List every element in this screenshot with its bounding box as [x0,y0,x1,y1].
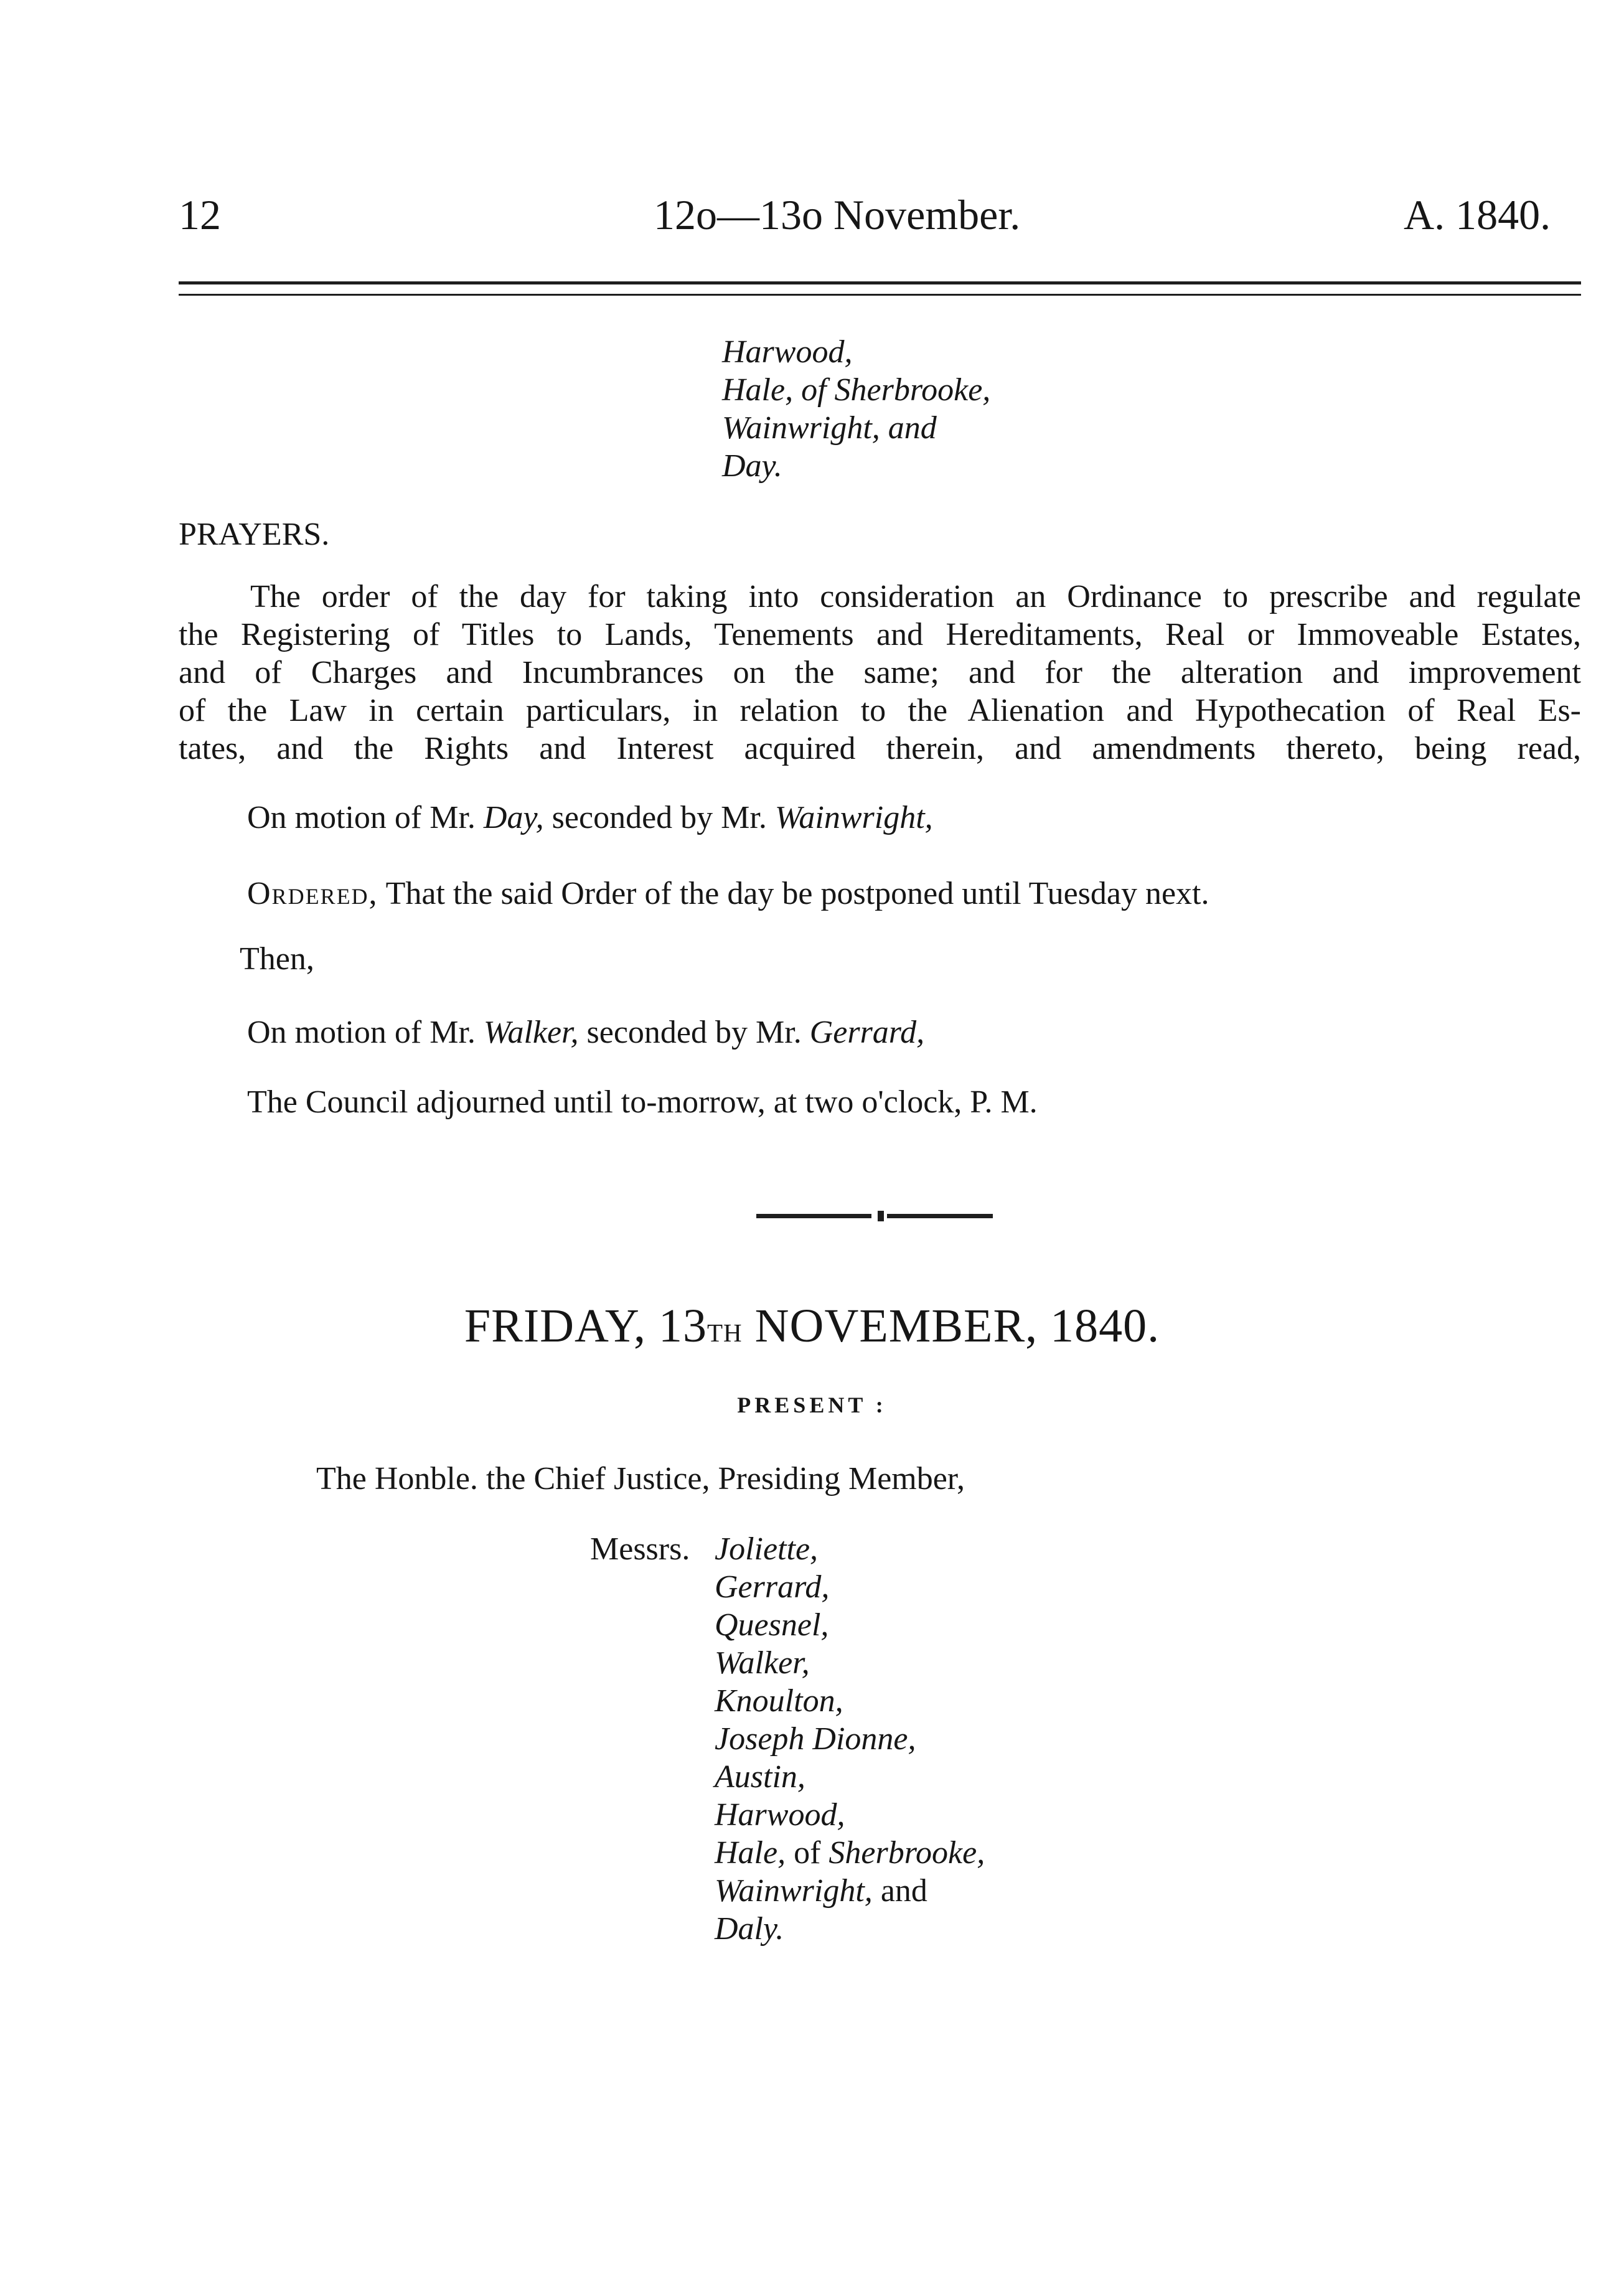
paragraph-line: The order of the day for taking into consideration an Ordinance to prescribe and regulate [250,579,1581,614]
mover-name: Walker, [483,1015,579,1050]
day-number-digits: 13 [659,1300,708,1352]
ordered-resolution [247,875,1209,913]
messrs-label: Messrs. [590,1531,690,1567]
motion-seconded: seconded by Mr. [586,1015,802,1050]
member-name: Joseph Dionne, [715,1721,916,1757]
day-number-suffix: th [707,1309,743,1350]
member-name: Wainwright, and [722,410,937,446]
month-name: NOVEMBER, [754,1300,1038,1352]
mover-name: Day, [483,800,544,835]
member-name: Daly. [715,1911,784,1947]
then-line: Then, [240,941,314,977]
member-name: Day. [722,448,782,484]
year: 1840. [1050,1300,1160,1352]
seconder-name: Gerrard, [809,1015,925,1050]
section-separator-left [756,1214,871,1218]
header-rule-thin [179,294,1581,296]
day-number [659,1300,743,1352]
motion-prefix: On motion of Mr. [247,800,476,835]
page-number: 12 [179,191,221,238]
motion-walker-gerrard [247,1013,924,1051]
member-of: of [794,1835,821,1871]
members-present-list [715,1530,985,1948]
member-name: Harwood, [715,1797,845,1833]
order-of-day-paragraph [179,578,1581,768]
paragraph-line: of the Law in certain particulars, in relation to the Alienation and Hypothecation of Real Es- [179,693,1581,728]
paragraph-line: the Registering of Titles to Lands, Tenements and Hereditaments, Real or Immoveable Estates, [179,617,1581,652]
section-separator-mark [878,1211,884,1221]
header-rule-thick [179,281,1581,284]
header-year: A. 1840. [1404,191,1551,238]
member-and: and [880,1873,927,1909]
header-dates: 12o—13o November. [654,191,1021,238]
member-surname: Wainwright, [715,1873,873,1909]
paragraph-line: tates, and the Rights and Interest acquired therein, and amendments thereto, being read, [179,731,1581,766]
present-label: PRESENT : [737,1393,887,1417]
presiding-member-line: The Honble. the Chief Justice, Presiding Member, [316,1461,965,1496]
member-place: Sherbrooke, [828,1835,985,1871]
ordered-label: Ordered, [247,876,378,911]
member-name: Walker, [715,1645,810,1681]
member-name [715,1872,985,1910]
motion-day-wainwright [247,799,933,837]
member-name: Gerrard, [715,1569,830,1605]
member-surname: Hale, [715,1835,786,1871]
member-name: Hale, of Sherbrooke, [722,372,991,408]
day-heading [0,1298,1624,1358]
day-name: FRIDAY, [464,1300,647,1352]
member-name: Austin, [715,1759,805,1795]
motion-prefix: On motion of Mr. [247,1015,476,1050]
ordered-text: That the said Order of the day be postponed until Tuesday next. [385,876,1209,911]
member-name: Joliette, [715,1531,819,1567]
paragraph-line: and of Charges and Incumbrances on the same; and for the alteration and improvement [179,655,1581,690]
section-separator-right [887,1214,993,1218]
seconder-name: Wainwright, [774,800,933,835]
prayers-heading: PRAYERS. [179,517,330,552]
member-name: Quesnel, [715,1607,829,1643]
member-name [715,1834,985,1872]
member-name: Harwood, [722,334,853,370]
attendance-continued-list [722,333,990,485]
motion-seconded: seconded by Mr. [552,800,767,835]
member-name: Knoulton, [715,1683,843,1719]
adjourned-line: The Council adjourned until to-morrow, at two o'clock, P. M. [247,1084,1038,1120]
